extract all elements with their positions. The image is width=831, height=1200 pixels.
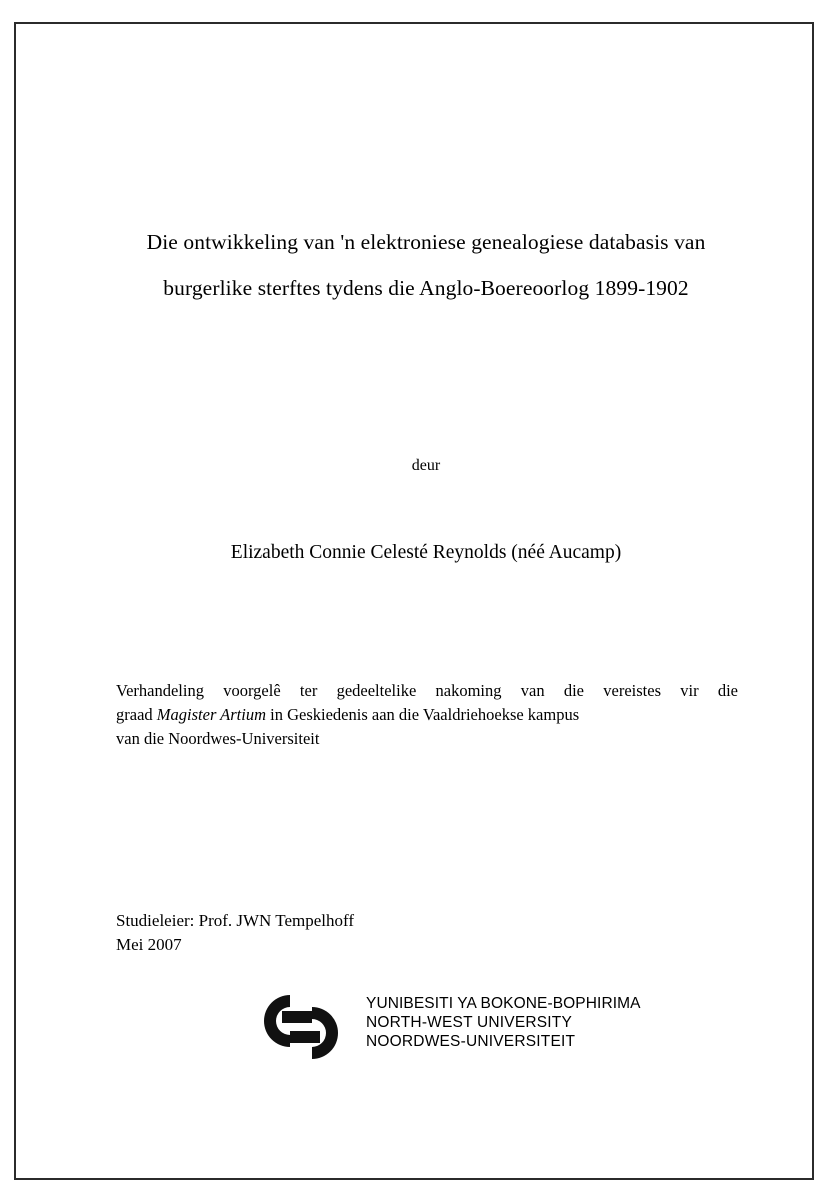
logo-text-line-1: YUNIBESITI YA BOKONE-BOPHIRIMA: [366, 995, 641, 1012]
university-logo: [254, 987, 654, 1067]
nwu-logo-icon: [254, 991, 362, 1063]
by-label: deur: [411, 457, 441, 474]
degree-statement-line-1: Verhandeling voorgelê ter gedeeltelike nakoming van die vereistes vir die: [116, 681, 738, 700]
author-name: Elizabeth Connie Celesté Reynolds (néé Aucamp): [230, 542, 622, 563]
degree-statement-line-2: [116, 703, 738, 727]
supervisor-block: [116, 909, 738, 957]
page-title: [106, 219, 746, 311]
logo-text-line-2: NORTH-WEST UNIVERSITY: [366, 1014, 573, 1031]
supervisor-line: Studieleier: Prof. JWN Tempelhoff: [116, 911, 355, 930]
degree-statement-suffix: in Geskiedenis aan die Vaaldriehoekse kampus: [266, 705, 580, 724]
degree-statement-line-3: van die Noordwes-Universiteit: [116, 729, 320, 748]
degree-name-italic: Magister Artium: [156, 705, 267, 724]
title-line-1: Die ontwikkeling van 'n elektroniese genealogiese databasis van: [146, 230, 706, 254]
page-border: [14, 22, 814, 1180]
logo-text-line-3: NOORDWES-UNIVERSITEIT: [366, 1033, 576, 1050]
logo-text: [366, 994, 641, 1051]
title-line-2: burgerlike sterftes tydens die Anglo-Boereoorlog 1899-1902: [163, 276, 689, 300]
page-content: [106, 24, 746, 1178]
degree-statement-prefix: graad: [116, 705, 157, 724]
date-line: Mei 2007: [116, 935, 182, 954]
degree-statement: [116, 679, 738, 751]
